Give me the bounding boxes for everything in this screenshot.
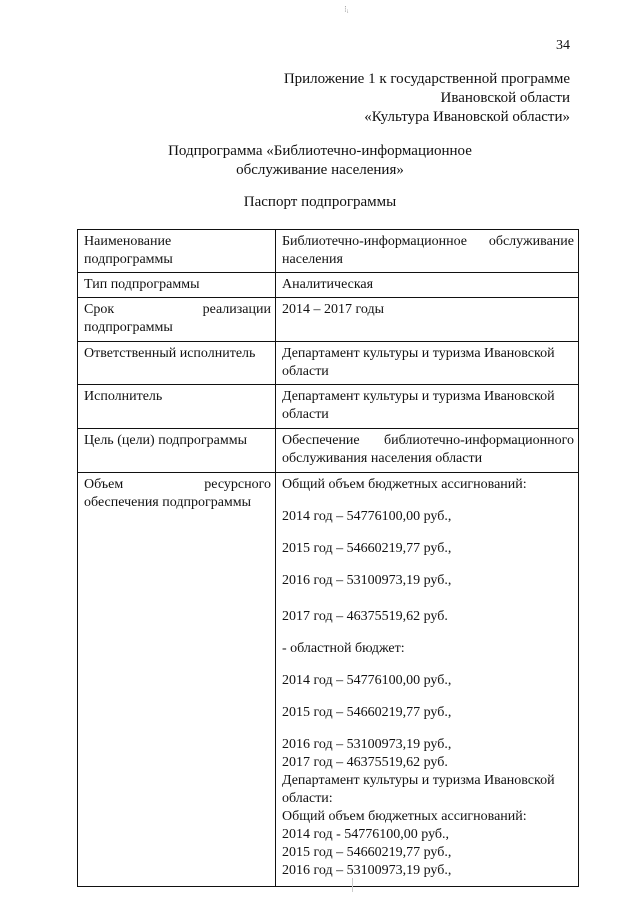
funding-line: Департамент культуры и туризма Ивановской области: xyxy=(282,773,555,806)
table-row xyxy=(78,298,579,342)
funding-line: 2014 год – 54776100,00 руб., xyxy=(282,509,452,524)
table-row xyxy=(78,473,579,887)
appendix-line-2: Ивановской области xyxy=(440,90,570,106)
funding-value xyxy=(276,473,579,887)
passport-title: Паспорт подпрограммы xyxy=(243,194,397,210)
name-value: Библиотечно-информационное обслуживание населения xyxy=(276,230,579,273)
term-label-word-1: Срок xyxy=(84,302,115,317)
appendix-line-1: Приложение 1 к государственной программе xyxy=(283,71,570,87)
name-label-a: Наименование xyxy=(84,234,172,249)
goal-label: Цель (цели) подпрограммы xyxy=(78,429,276,473)
funding-line: 2017 год – 46375519,62 руб. xyxy=(282,755,448,770)
funding-label-word-3: обеспечения подпрограммы xyxy=(84,495,252,510)
funding-line: 2016 год – 53100973,19 руб., xyxy=(282,863,452,878)
funding-line: Общий объем бюджетных ассигнований: xyxy=(282,809,527,824)
funding-line: 2014 год - 54776100,00 руб., xyxy=(282,827,450,842)
page-number: 34 xyxy=(556,38,570,53)
funding-label xyxy=(78,473,276,887)
passport-table xyxy=(77,229,579,887)
name-label-b: подпрограммы xyxy=(84,252,173,267)
type-value: Аналитическая xyxy=(276,273,579,298)
subprogram-title-line-1: Подпрограмма «Библиотечно-информационное xyxy=(168,143,472,159)
table-row xyxy=(78,342,579,385)
responsible-label: Ответственный исполнитель xyxy=(78,342,276,385)
funding-line: 2015 год – 54660219,77 руб., xyxy=(282,705,452,720)
scan-mark: ⁝ᵢ xyxy=(344,4,349,14)
table-row xyxy=(78,385,579,429)
funding-line: 2015 год – 54660219,77 руб., xyxy=(282,845,452,860)
table-row xyxy=(78,273,579,298)
scan-mark-bottom xyxy=(352,878,353,892)
goal-value: Обеспечение библиотечно-информационного обслуживания населения области xyxy=(276,429,579,473)
funding-line: 2015 год – 54660219,77 руб., xyxy=(282,541,452,556)
table-row xyxy=(78,429,579,473)
appendix-header xyxy=(284,70,570,127)
funding-line: 2016 год – 53100973,19 руб., xyxy=(282,573,452,588)
funding-line: Общий объем бюджетных ассигнований: xyxy=(282,477,527,492)
row-label xyxy=(78,230,276,273)
subprogram-title-line-2: обслуживание населения» xyxy=(236,162,404,178)
funding-line: 2014 год – 54776100,00 руб., xyxy=(282,673,452,688)
term-label xyxy=(78,298,276,342)
responsible-value: Департамент культуры и туризма Ивановской области xyxy=(276,342,579,385)
funding-line: 2016 год – 53100973,19 руб., xyxy=(282,737,452,752)
table-row xyxy=(78,230,579,273)
subprogram-title xyxy=(0,142,640,180)
term-value: 2014 – 2017 годы xyxy=(276,298,579,342)
funding-line: 2017 год – 46375519,62 руб. xyxy=(282,609,448,624)
funding-line: - областной бюджет: xyxy=(282,641,405,656)
funding-label-word-1: Объем xyxy=(84,477,124,492)
type-label: Тип подпрограммы xyxy=(78,273,276,298)
term-label-word-2: реализации xyxy=(202,302,271,317)
appendix-line-3: «Культура Ивановской области» xyxy=(364,109,570,125)
executor-value: Департамент культуры и туризма Ивановской области xyxy=(276,385,579,429)
term-label-word-3: подпрограммы xyxy=(84,320,173,335)
executor-label: Исполнитель xyxy=(78,385,276,429)
funding-label-word-2: ресурсного xyxy=(204,477,271,492)
